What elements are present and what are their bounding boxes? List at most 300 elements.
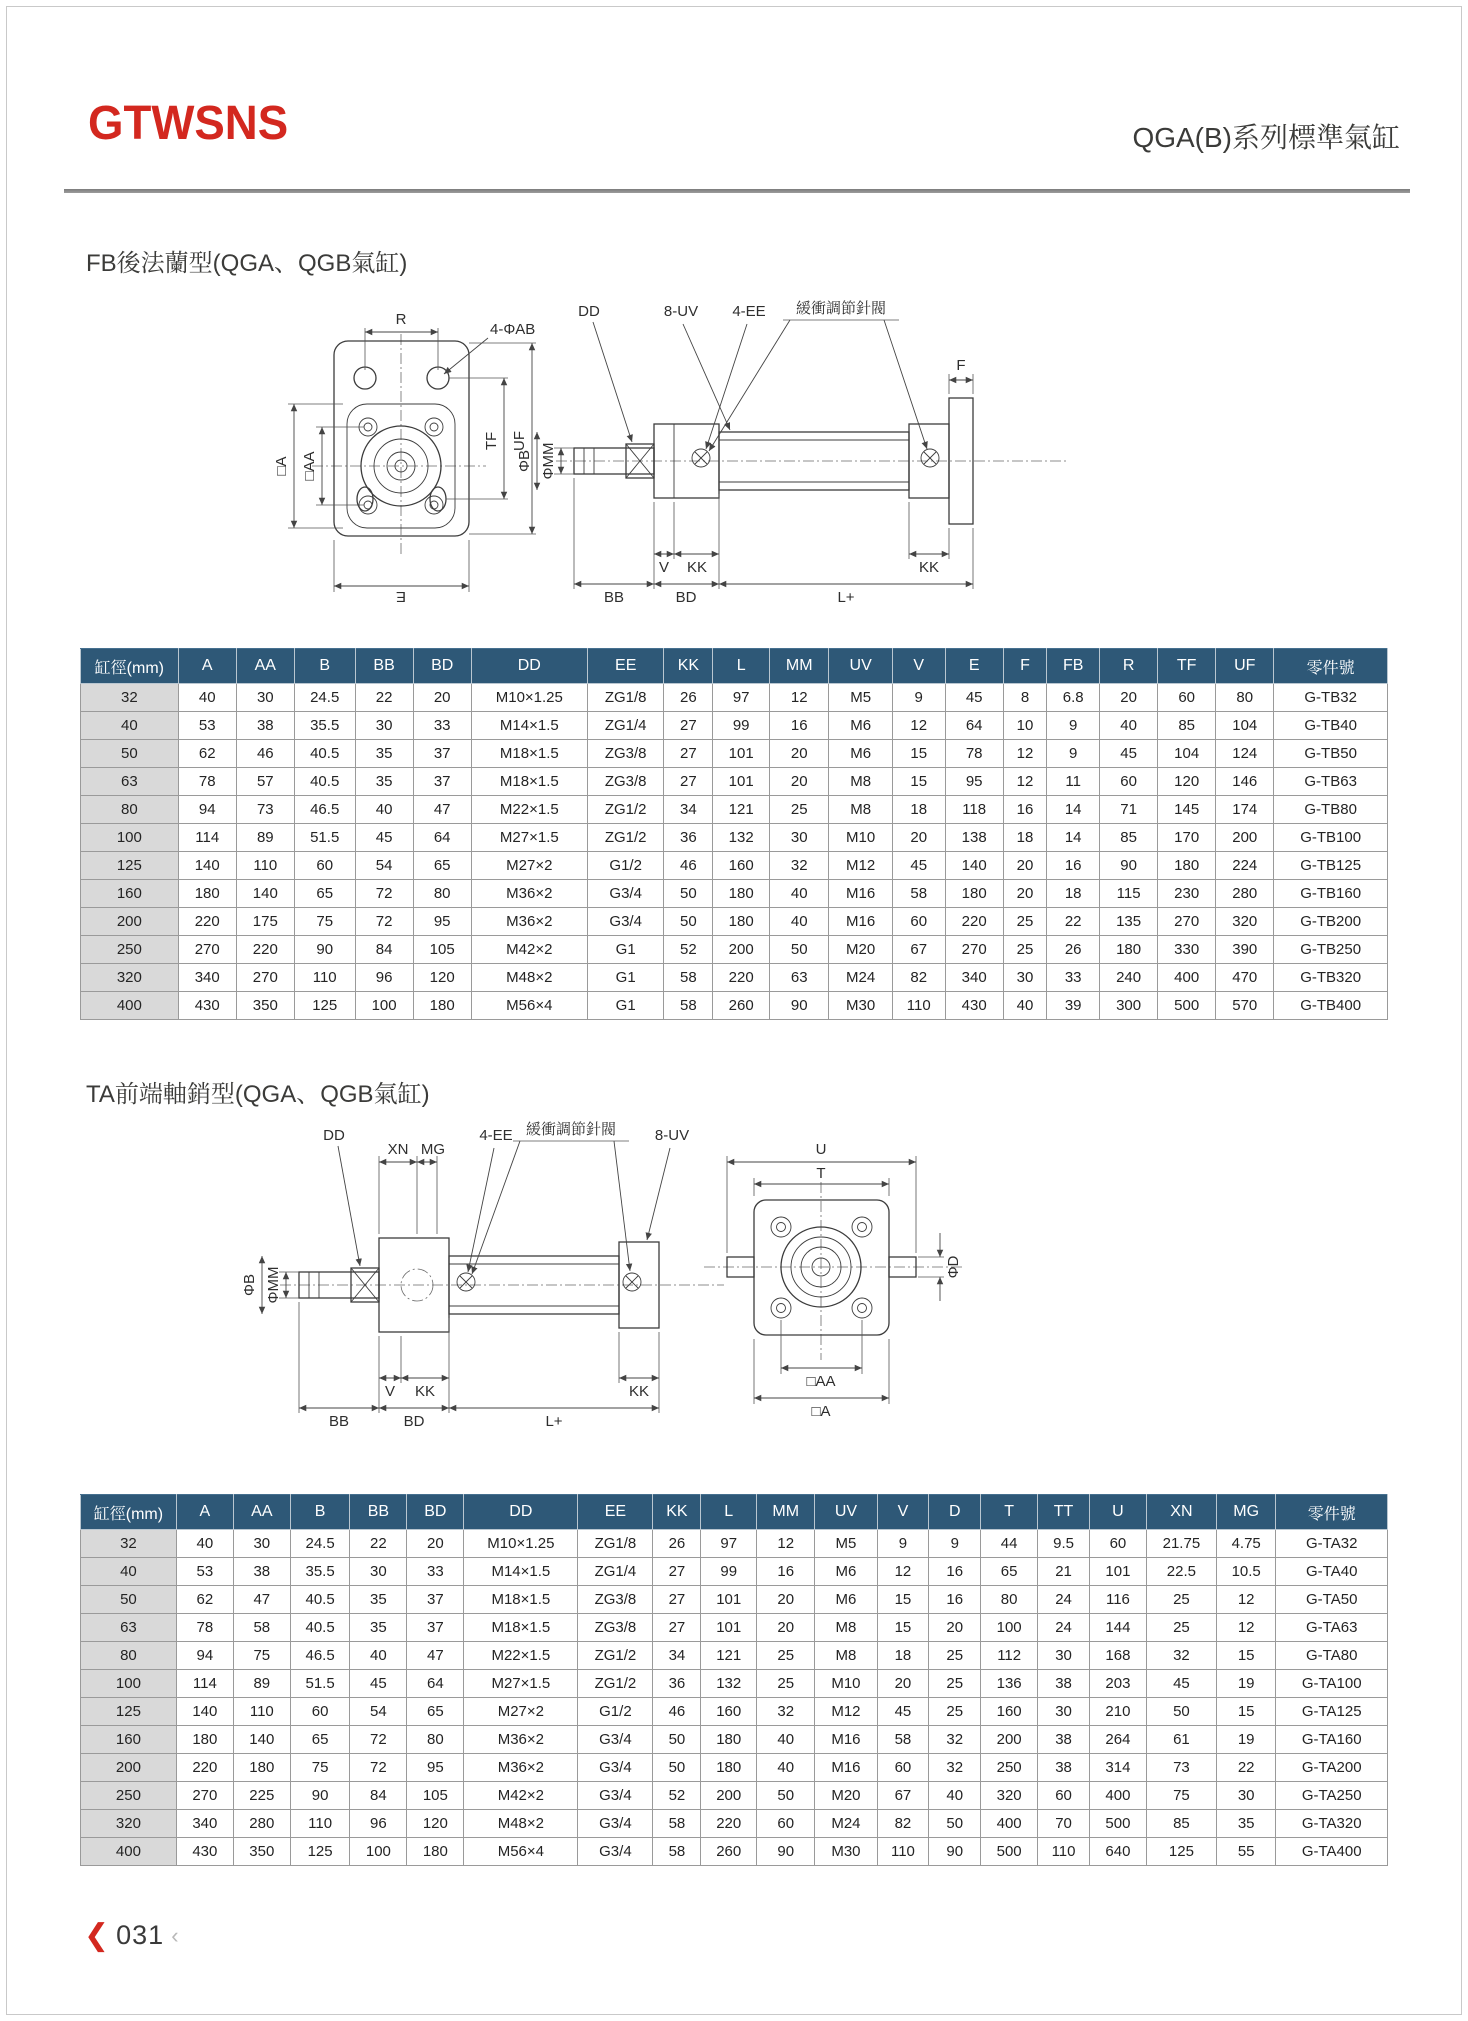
data-cell: M6 <box>815 1558 877 1586</box>
data-cell: M16 <box>815 1754 877 1782</box>
data-cell: 16 <box>770 712 829 740</box>
data-cell: 34 <box>664 796 713 824</box>
data-cell: G-TA63 <box>1276 1614 1388 1642</box>
cushion-valve-label: 緩衝調節針閥 <box>795 300 887 317</box>
data-cell: 46.5 <box>290 1642 350 1670</box>
data-cell: 200 <box>713 936 770 964</box>
table-row <box>81 1838 1388 1866</box>
data-cell: 250 <box>981 1754 1038 1782</box>
data-cell: 84 <box>350 1782 407 1810</box>
data-cell: 47 <box>413 796 471 824</box>
data-cell: 101 <box>713 740 770 768</box>
table-row <box>81 1558 1388 1586</box>
data-cell: 45 <box>945 684 1003 712</box>
data-cell: 82 <box>892 964 945 992</box>
column-header: MM <box>757 1495 815 1530</box>
data-cell: 19 <box>1216 1670 1276 1698</box>
dim-label-dd: DD <box>578 303 600 320</box>
data-cell: 99 <box>713 712 770 740</box>
data-cell: M10×1.25 <box>471 684 587 712</box>
column-header: BB <box>355 649 413 684</box>
data-cell: M22×1.5 <box>464 1642 578 1670</box>
dim-label-phib: ΦB <box>241 1274 258 1296</box>
data-cell: 25 <box>770 796 829 824</box>
data-cell: 32 <box>770 852 829 880</box>
table-row <box>81 964 1388 992</box>
data-cell: 65 <box>413 852 471 880</box>
data-cell: 90 <box>757 1838 815 1866</box>
data-cell: 30 <box>770 824 829 852</box>
table-row <box>81 1530 1388 1558</box>
fb-flange-drawing <box>84 286 1384 638</box>
data-cell: 72 <box>350 1754 407 1782</box>
dim-label-xn: XN <box>387 1141 409 1158</box>
data-cell: 30 <box>236 684 294 712</box>
column-header: U <box>1089 1495 1146 1530</box>
data-cell: 220 <box>713 964 770 992</box>
data-cell: 51.5 <box>294 824 355 852</box>
data-cell: 15 <box>877 1586 929 1614</box>
data-cell: 100 <box>350 1838 407 1866</box>
data-cell: 160 <box>713 852 770 880</box>
data-cell: 58 <box>653 1838 701 1866</box>
column-header: MM <box>770 649 829 684</box>
data-cell: M48×2 <box>464 1810 578 1838</box>
row-header-cell: 160 <box>81 880 179 908</box>
data-cell: 500 <box>1089 1810 1146 1838</box>
data-cell: 20 <box>1100 684 1158 712</box>
data-cell: ZG1/2 <box>587 824 664 852</box>
table-row <box>81 1670 1388 1698</box>
data-cell: 58 <box>892 880 945 908</box>
table-row <box>81 852 1388 880</box>
data-cell: 350 <box>236 992 294 1020</box>
row-header-cell: 50 <box>81 1586 177 1614</box>
data-cell: 62 <box>176 1586 233 1614</box>
data-cell: 67 <box>892 936 945 964</box>
data-cell: M8 <box>815 1614 877 1642</box>
data-cell: 34 <box>653 1642 701 1670</box>
data-cell: 120 <box>1158 768 1216 796</box>
data-cell: 78 <box>178 768 236 796</box>
data-cell: 280 <box>233 1810 290 1838</box>
column-header: BB <box>350 1495 407 1530</box>
data-cell: 146 <box>1216 768 1274 796</box>
data-cell: 30 <box>350 1558 407 1586</box>
data-cell: 58 <box>664 964 713 992</box>
column-header: TT <box>1038 1495 1090 1530</box>
column-header: FB <box>1047 649 1100 684</box>
row-header-cell: 32 <box>81 684 179 712</box>
data-cell: 35 <box>355 740 413 768</box>
data-cell: 37 <box>407 1586 464 1614</box>
data-cell: 25 <box>757 1642 815 1670</box>
data-cell: M36×2 <box>464 1754 578 1782</box>
data-cell: 20 <box>757 1614 815 1642</box>
data-cell: 110 <box>290 1810 350 1838</box>
dim-label-4ee: 4-EE <box>479 1127 513 1144</box>
data-cell: 110 <box>294 964 355 992</box>
data-cell: 101 <box>701 1614 757 1642</box>
data-cell: 45 <box>350 1670 407 1698</box>
data-cell: 26 <box>653 1530 701 1558</box>
data-cell: M18×1.5 <box>464 1614 578 1642</box>
data-cell: 140 <box>176 1698 233 1726</box>
data-cell: 25 <box>929 1670 981 1698</box>
data-cell: 400 <box>981 1810 1038 1838</box>
dim-label-lplus: L+ <box>837 589 855 606</box>
data-cell: 400 <box>1158 964 1216 992</box>
data-cell: 73 <box>1146 1754 1216 1782</box>
data-cell: 320 <box>981 1782 1038 1810</box>
data-cell: G-TB400 <box>1274 992 1388 1020</box>
data-cell: 52 <box>664 936 713 964</box>
row-header-cell: 400 <box>81 1838 177 1866</box>
column-header: 缸徑(mm) <box>81 649 179 684</box>
data-cell: 12 <box>757 1530 815 1558</box>
data-cell: 570 <box>1216 992 1274 1020</box>
data-cell: 97 <box>701 1530 757 1558</box>
data-cell: G-TB320 <box>1274 964 1388 992</box>
dim-label-u: U <box>815 1141 827 1158</box>
data-cell: 36 <box>664 824 713 852</box>
row-header-cell: 40 <box>81 1558 177 1586</box>
data-cell: 180 <box>945 880 1003 908</box>
data-cell: 118 <box>945 796 1003 824</box>
data-cell: M16 <box>829 908 892 936</box>
dim-label-bb: BB <box>603 589 625 606</box>
dim-label-mg: MG <box>420 1141 446 1158</box>
data-cell: 80 <box>1216 684 1274 712</box>
data-cell: 25 <box>929 1698 981 1726</box>
data-cell: G-TB250 <box>1274 936 1388 964</box>
data-cell: G-TA50 <box>1276 1586 1388 1614</box>
data-cell: 120 <box>407 1810 464 1838</box>
dim-label-sq-a: □A <box>811 1403 831 1420</box>
data-cell: 40.5 <box>290 1586 350 1614</box>
data-cell: 36 <box>653 1670 701 1698</box>
row-header-cell: 125 <box>81 1698 177 1726</box>
data-cell: 58 <box>877 1726 929 1754</box>
data-cell: 63 <box>770 964 829 992</box>
data-cell: 160 <box>981 1698 1038 1726</box>
data-cell: ZG1/2 <box>578 1642 653 1670</box>
data-cell: M20 <box>815 1782 877 1810</box>
data-cell: 72 <box>350 1726 407 1754</box>
table-row <box>81 1754 1388 1782</box>
data-cell: 65 <box>294 880 355 908</box>
column-header: L <box>713 649 770 684</box>
data-cell: 220 <box>178 908 236 936</box>
dim-label-kk: KK <box>686 559 708 576</box>
row-header-cell: 400 <box>81 992 179 1020</box>
data-cell: 95 <box>407 1754 464 1782</box>
dim-label-8uv: 8-UV <box>654 1127 690 1144</box>
row-header-cell: 63 <box>81 768 179 796</box>
data-cell: 101 <box>713 768 770 796</box>
table-row <box>81 1810 1388 1838</box>
data-cell: 85 <box>1100 824 1158 852</box>
data-cell: 145 <box>1158 796 1216 824</box>
data-cell: 60 <box>290 1698 350 1726</box>
data-cell: 50 <box>929 1810 981 1838</box>
data-cell: 220 <box>945 908 1003 936</box>
data-cell: 53 <box>176 1558 233 1586</box>
data-cell: G-TA400 <box>1276 1838 1388 1866</box>
data-cell: 38 <box>236 712 294 740</box>
data-cell: 640 <box>1089 1838 1146 1866</box>
data-cell: 225 <box>233 1782 290 1810</box>
data-cell: 50 <box>664 908 713 936</box>
data-cell: 170 <box>1158 824 1216 852</box>
data-cell: 47 <box>233 1586 290 1614</box>
brand-logo: GTWSNS <box>88 97 289 150</box>
data-cell: 9 <box>892 684 945 712</box>
data-cell: G1 <box>587 992 664 1020</box>
data-cell: 22 <box>1216 1754 1276 1782</box>
dim-label-v: V <box>384 1383 396 1400</box>
data-cell: 96 <box>355 964 413 992</box>
data-cell: M6 <box>829 712 892 740</box>
data-cell: 46.5 <box>294 796 355 824</box>
dim-label-tf: TF <box>483 431 500 451</box>
data-cell: 180 <box>178 880 236 908</box>
data-cell: 37 <box>407 1614 464 1642</box>
data-cell: 57 <box>236 768 294 796</box>
data-cell: 15 <box>877 1614 929 1642</box>
data-cell: 45 <box>877 1698 929 1726</box>
column-header: BD <box>413 649 471 684</box>
data-cell: 18 <box>877 1642 929 1670</box>
column-header: V <box>877 1495 929 1530</box>
data-cell: 135 <box>1100 908 1158 936</box>
data-cell: 90 <box>1100 852 1158 880</box>
data-cell: 270 <box>178 936 236 964</box>
data-cell: 40 <box>770 880 829 908</box>
data-cell: 180 <box>701 1726 757 1754</box>
dim-label-phimm: ΦMM <box>265 1266 282 1304</box>
dim-label-bd: BD <box>403 1413 425 1430</box>
data-cell: 224 <box>1216 852 1274 880</box>
data-cell: 160 <box>701 1698 757 1726</box>
data-cell: 175 <box>236 908 294 936</box>
data-cell: M27×2 <box>464 1698 578 1726</box>
data-cell: 32 <box>757 1698 815 1726</box>
dim-label-kk2: KK <box>628 1383 650 1400</box>
data-cell: 35 <box>350 1614 407 1642</box>
row-header-cell: 200 <box>81 908 179 936</box>
data-cell: M27×1.5 <box>471 824 587 852</box>
data-cell: 25 <box>1003 908 1047 936</box>
section1-title: FB後法蘭型(QGA、QGB氣缸) <box>86 250 408 277</box>
data-cell: 20 <box>413 684 471 712</box>
data-cell: 50 <box>1146 1698 1216 1726</box>
data-cell: G-TB50 <box>1274 740 1388 768</box>
page-number: 031 <box>116 1920 165 1950</box>
row-header-cell: 160 <box>81 1726 177 1754</box>
data-cell: 30 <box>1003 964 1047 992</box>
table-row <box>81 992 1388 1020</box>
data-cell: 78 <box>176 1614 233 1642</box>
row-header-cell: 320 <box>81 1810 177 1838</box>
table-row <box>81 1586 1388 1614</box>
data-cell: 26 <box>1047 936 1100 964</box>
data-cell: 101 <box>1089 1558 1146 1586</box>
data-cell: 121 <box>713 796 770 824</box>
column-header: DD <box>464 1495 578 1530</box>
data-cell: 90 <box>290 1782 350 1810</box>
data-cell: 30 <box>1216 1782 1276 1810</box>
data-cell: 67 <box>877 1782 929 1810</box>
data-cell: 12 <box>1216 1586 1276 1614</box>
data-cell: 340 <box>945 964 1003 992</box>
data-cell: 110 <box>892 992 945 1020</box>
data-cell: 20 <box>407 1530 464 1558</box>
data-cell: 37 <box>413 768 471 796</box>
data-cell: 110 <box>1038 1838 1090 1866</box>
data-cell: 30 <box>355 712 413 740</box>
fb-side-view <box>516 300 1069 606</box>
data-cell: 30 <box>1038 1642 1090 1670</box>
data-cell: 180 <box>713 880 770 908</box>
data-cell: ZG1/2 <box>578 1670 653 1698</box>
data-cell: 84 <box>355 936 413 964</box>
data-cell: 33 <box>413 712 471 740</box>
data-cell: 120 <box>413 964 471 992</box>
data-cell: M30 <box>829 992 892 1020</box>
data-cell: 50 <box>664 880 713 908</box>
data-cell: G-TA80 <box>1276 1642 1388 1670</box>
dim-label-kk: KK <box>414 1383 436 1400</box>
data-cell: 61 <box>1146 1726 1216 1754</box>
data-cell: 18 <box>1047 880 1100 908</box>
data-cell: 65 <box>290 1726 350 1754</box>
data-cell: M8 <box>815 1642 877 1670</box>
data-cell: 35 <box>355 768 413 796</box>
data-cell: 80 <box>407 1726 464 1754</box>
data-cell: 12 <box>892 712 945 740</box>
data-cell: G-TA100 <box>1276 1670 1388 1698</box>
data-cell: 9 <box>877 1530 929 1558</box>
data-cell: 72 <box>355 880 413 908</box>
column-header: V <box>892 649 945 684</box>
row-header-cell: 100 <box>81 824 179 852</box>
data-cell: 38 <box>1038 1670 1090 1698</box>
data-cell: G-TA200 <box>1276 1754 1388 1782</box>
column-header: R <box>1100 649 1158 684</box>
data-cell: 35.5 <box>290 1558 350 1586</box>
dim-label-sq-aa: □AA <box>301 451 318 481</box>
column-header: EE <box>587 649 664 684</box>
data-cell: M36×2 <box>471 880 587 908</box>
data-cell: ZG1/2 <box>587 796 664 824</box>
data-cell: 90 <box>294 936 355 964</box>
data-cell: 64 <box>407 1670 464 1698</box>
data-cell: 54 <box>350 1698 407 1726</box>
column-header: E <box>945 649 1003 684</box>
data-cell: 45 <box>1146 1670 1216 1698</box>
data-cell: 500 <box>1158 992 1216 1020</box>
data-cell: 14 <box>1047 796 1100 824</box>
data-cell: 40.5 <box>294 768 355 796</box>
data-cell: 70 <box>1038 1810 1090 1838</box>
row-header-cell: 320 <box>81 964 179 992</box>
data-cell: 30 <box>1038 1698 1090 1726</box>
data-cell: 32 <box>1146 1642 1216 1670</box>
data-cell: M36×2 <box>464 1726 578 1754</box>
column-header: F <box>1003 649 1047 684</box>
data-cell: 25 <box>1146 1586 1216 1614</box>
data-cell: 40 <box>1003 992 1047 1020</box>
data-cell: G-TB100 <box>1274 824 1388 852</box>
column-header: KK <box>653 1495 701 1530</box>
data-cell: 104 <box>1216 712 1274 740</box>
data-cell: 25 <box>1003 936 1047 964</box>
data-cell: 27 <box>664 768 713 796</box>
data-cell: 96 <box>350 1810 407 1838</box>
data-cell: G-TA125 <box>1276 1698 1388 1726</box>
data-cell: 60 <box>1089 1530 1146 1558</box>
data-cell: 140 <box>233 1726 290 1754</box>
data-cell: 20 <box>892 824 945 852</box>
data-cell: 340 <box>176 1810 233 1838</box>
dim-label-uf: UF <box>511 431 528 451</box>
data-cell: 260 <box>713 992 770 1020</box>
column-header: B <box>294 649 355 684</box>
data-cell: M6 <box>815 1586 877 1614</box>
data-cell: 58 <box>664 992 713 1020</box>
data-cell: M14×1.5 <box>471 712 587 740</box>
data-cell: M6 <box>829 740 892 768</box>
data-cell: 15 <box>1216 1698 1276 1726</box>
data-cell: M48×2 <box>471 964 587 992</box>
data-cell: M16 <box>829 880 892 908</box>
table-row <box>81 908 1388 936</box>
data-cell: 27 <box>664 740 713 768</box>
data-cell: 45 <box>355 824 413 852</box>
dim-label-t: T <box>816 1165 826 1182</box>
data-cell: 16 <box>1047 852 1100 880</box>
data-cell: 11 <box>1047 768 1100 796</box>
row-header-cell: 250 <box>81 936 179 964</box>
data-cell: 22 <box>350 1530 407 1558</box>
data-cell: 30 <box>233 1530 290 1558</box>
data-cell: 40 <box>355 796 413 824</box>
data-cell: M27×1.5 <box>464 1670 578 1698</box>
column-header: 零件號 <box>1274 649 1388 684</box>
column-header: A <box>176 1495 233 1530</box>
dim-label-4ee: 4-EE <box>732 303 766 320</box>
data-cell: G3/4 <box>578 1754 653 1782</box>
data-cell: 25 <box>929 1642 981 1670</box>
data-cell: 340 <box>178 964 236 992</box>
data-cell: 16 <box>929 1558 981 1586</box>
data-cell: M56×4 <box>464 1838 578 1866</box>
data-cell: 180 <box>176 1726 233 1754</box>
data-cell: 350 <box>233 1838 290 1866</box>
data-cell: 27 <box>653 1558 701 1586</box>
data-cell: 330 <box>1158 936 1216 964</box>
dim-label-phiab: 4-ΦAB <box>490 321 536 338</box>
page-title: QGA(B)系列標準氣缸 <box>1132 122 1400 153</box>
table-row <box>81 880 1388 908</box>
data-cell: M18×1.5 <box>471 768 587 796</box>
data-cell: 18 <box>1003 824 1047 852</box>
data-cell: 33 <box>407 1558 464 1586</box>
data-cell: 136 <box>981 1670 1038 1698</box>
data-cell: 22 <box>355 684 413 712</box>
data-cell: M5 <box>829 684 892 712</box>
